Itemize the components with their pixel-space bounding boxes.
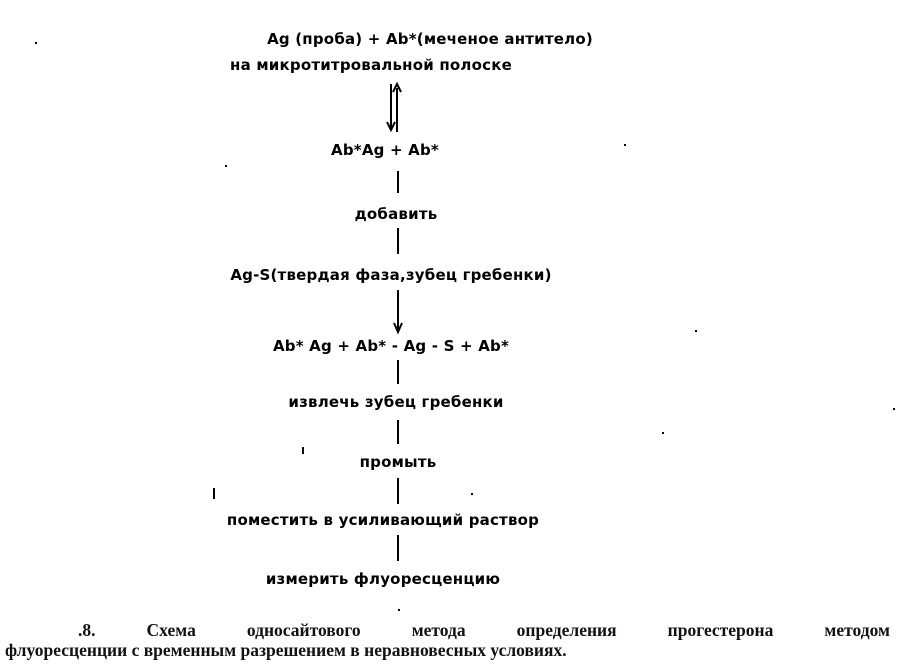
scan-speck: [302, 447, 304, 454]
scan-speck: [35, 42, 37, 44]
scan-speck: [471, 493, 473, 495]
figure-caption-line-1: [78, 620, 890, 641]
scan-speck: [225, 165, 227, 167]
step-remove: извлечь зубец гребенки: [288, 393, 504, 411]
step-add: добавить: [354, 205, 438, 223]
caption-word: определения: [516, 620, 617, 640]
connector-line: [397, 228, 399, 254]
step-measure: измерить флуоресценцию: [265, 570, 501, 588]
down-arrow-icon: [388, 288, 408, 336]
scan-speck: [213, 488, 215, 499]
caption-word: односайтового: [246, 620, 361, 640]
connector-line: [397, 478, 399, 504]
connector-line: [397, 535, 399, 561]
caption-word: прогестерона: [667, 620, 774, 640]
equilibrium-arrows-icon: [380, 80, 410, 136]
scan-speck: [398, 609, 400, 611]
step-solid-phase: Ag-S(твердая фаза,зубец гребенки): [230, 266, 552, 284]
caption-word: методом: [824, 620, 890, 640]
scan-speck: [662, 432, 664, 434]
scan-speck: [624, 144, 626, 146]
step-complex: Ab*Ag + Ab*: [331, 141, 439, 159]
scan-speck: [893, 408, 895, 410]
step-wash: промыть: [359, 453, 437, 471]
scan-speck: [695, 330, 697, 332]
connector-line: [397, 420, 399, 444]
caption-word: Схема: [146, 620, 196, 640]
step-location: на микротитровальной полоске: [230, 56, 512, 74]
step-mixture: Ab* Ag + Ab* - Ag - S + Ab*: [272, 337, 510, 355]
caption-word: метода: [411, 620, 466, 640]
step-enhance: поместить в усиливающий раствор: [226, 511, 540, 529]
connector-line: [397, 171, 399, 193]
connector-line: [397, 360, 399, 384]
figure-caption-line-2: флуоресценции с временным разрешением в неравновесных условиях.: [5, 640, 567, 660]
step-reactants: Ag (проба) + Ab*(меченое антитело): [267, 30, 593, 48]
caption-word: .8.: [78, 620, 96, 640]
